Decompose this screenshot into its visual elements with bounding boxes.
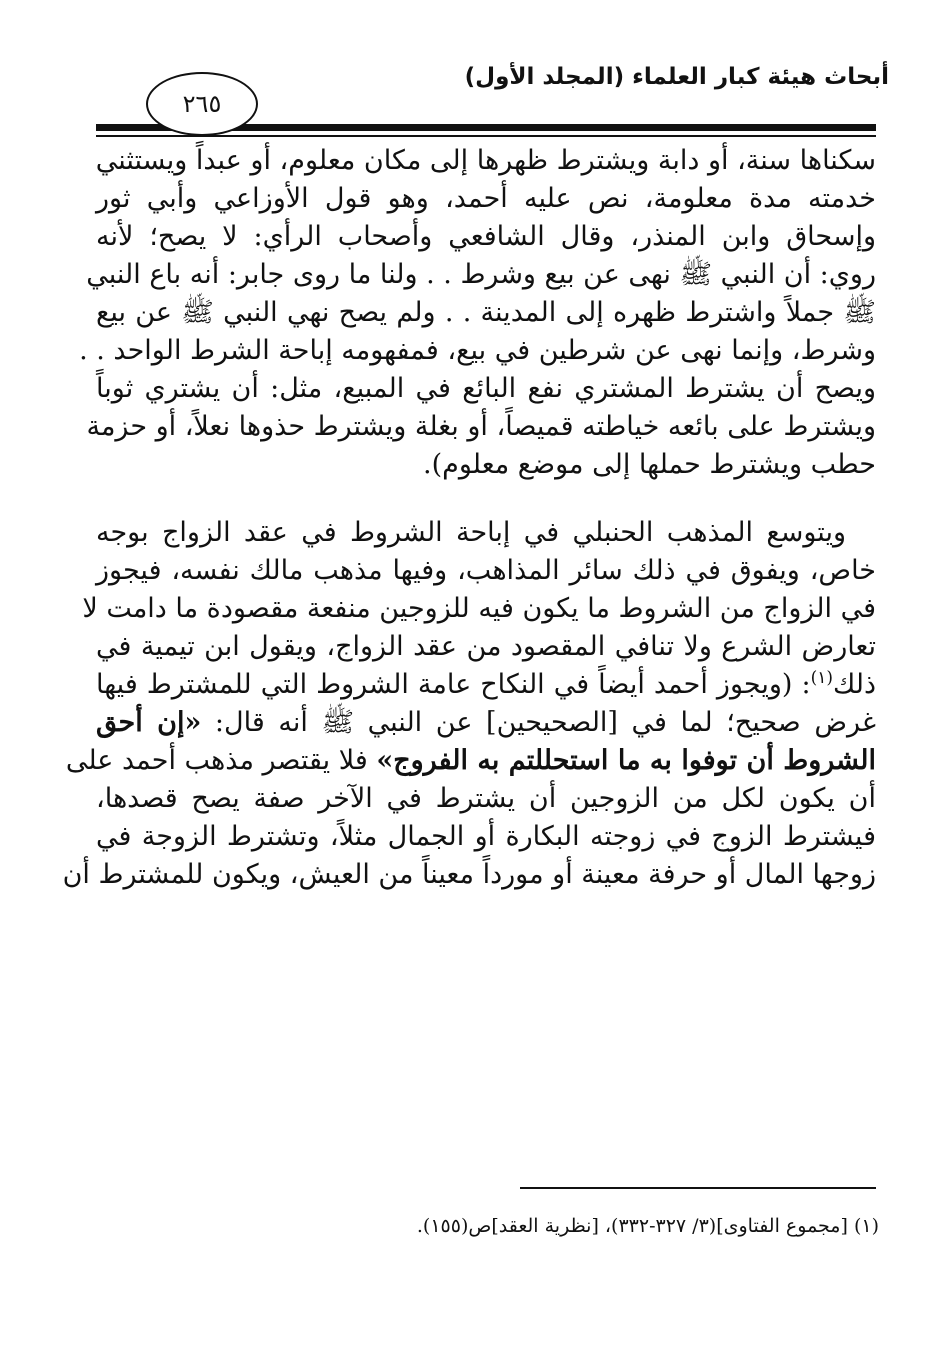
running-header-title: أبحاث هيئة كبار العلماء (المجلد الأول) xyxy=(464,64,889,90)
text-line: فيشترط الزوج في زوجته البكارة أو الجمال مثلاً، وتشترط الزوجة في xyxy=(96,821,876,852)
text-line: وإسحاق وابن المنذر، وقال الشافعي وأصحاب الرأي: لا يصح؛ لأنه xyxy=(96,221,876,252)
text-line: ويصح أن يشترط المشتري نفع البائع في المبيع، مثل: أن يشتري ثوباً xyxy=(96,373,876,404)
text-line xyxy=(96,666,876,704)
text-line: حطب ويشترط حملها إلى موضع معلوم). xyxy=(423,449,876,480)
text-line: تعارض الشرع ولا تنافي المقصود من عقد الزواج، ويقول ابن تيمية في xyxy=(96,631,876,662)
text-line xyxy=(96,704,876,742)
text-line: خدمته مدة معلومة، نص عليه أحمد، وهو قول الأوزاعي وأبي ثور xyxy=(96,183,876,214)
text-line: سكناها سنة، أو دابة ويشترط ظهرها إلى مكان معلوم، أو عبداً ويستثني xyxy=(95,145,876,176)
text-fragment: ذلك xyxy=(832,669,876,700)
main-text xyxy=(62,142,876,894)
footnote: (١) [مجموع الفتاوى](٣/ ٣٢٧-٣٣٢)، [نظرية العقد]ص(١٥٥). xyxy=(416,1215,879,1237)
text-line: أن يكون لكل من الزوجين أن يشترط في الآخر صفة يصح قصدها، xyxy=(96,783,876,814)
text-line: وشرط، وإنما نهى عن شرطين في بيع، فمفهومه إباحة الشرط الواحد . . xyxy=(79,335,876,366)
text-line: خاص، ويفوق في ذلك سائر المذاهب، وفيها مذهب مالك نفسه، فيجوز xyxy=(96,555,876,586)
footnote-marker[interactable]: (١) xyxy=(810,668,833,688)
footnote-separator xyxy=(520,1187,876,1189)
hadith-quote: الشروط أن توفوا به ما استحللتم به الفروج» xyxy=(376,745,876,776)
text-line xyxy=(65,742,876,780)
text-fragment: : (ويجوز أحمد أيضاً في النكاح عامة الشروط التي للمشترط فيها xyxy=(96,669,811,700)
text-line: روي: أن النبي ﷺ نهى عن بيع وشرط . . ولنا ما روى جابر: أنه باع النبي xyxy=(86,259,876,290)
text-line: ويشترط على بائعه خياطته قميصاً، أو بغلة ويشترط حذوها نعلاً، أو حزمة xyxy=(86,411,876,442)
hadith-quote: «إن أحق xyxy=(96,707,202,738)
text-line: زوجها المال أو حرفة معينة أو مورداً معيناً من العيش، ويكون للمشترط أن xyxy=(62,859,876,890)
text-line: ﷺ جملاً واشترط ظهره إلى المدينة . . ولم يصح نهي النبي ﷺ عن بيع xyxy=(96,297,876,328)
text-line: ويتوسع المذهب الحنبلي في إباحة الشروط في عقد الزواج بوجه xyxy=(96,517,846,548)
text-fragment: غرض صحيح؛ لما في [الصحيحين] عن النبي ﷺ أنه قال: xyxy=(201,707,876,738)
text-line: في الزواج من الشروط ما يكون فيه للزوجين منفعة مقصودة ما دامت لا xyxy=(82,593,876,624)
text-fragment: فلا يقتصر مذهب أحمد على xyxy=(65,745,377,776)
page-number: ٢٦٥ xyxy=(146,72,258,136)
